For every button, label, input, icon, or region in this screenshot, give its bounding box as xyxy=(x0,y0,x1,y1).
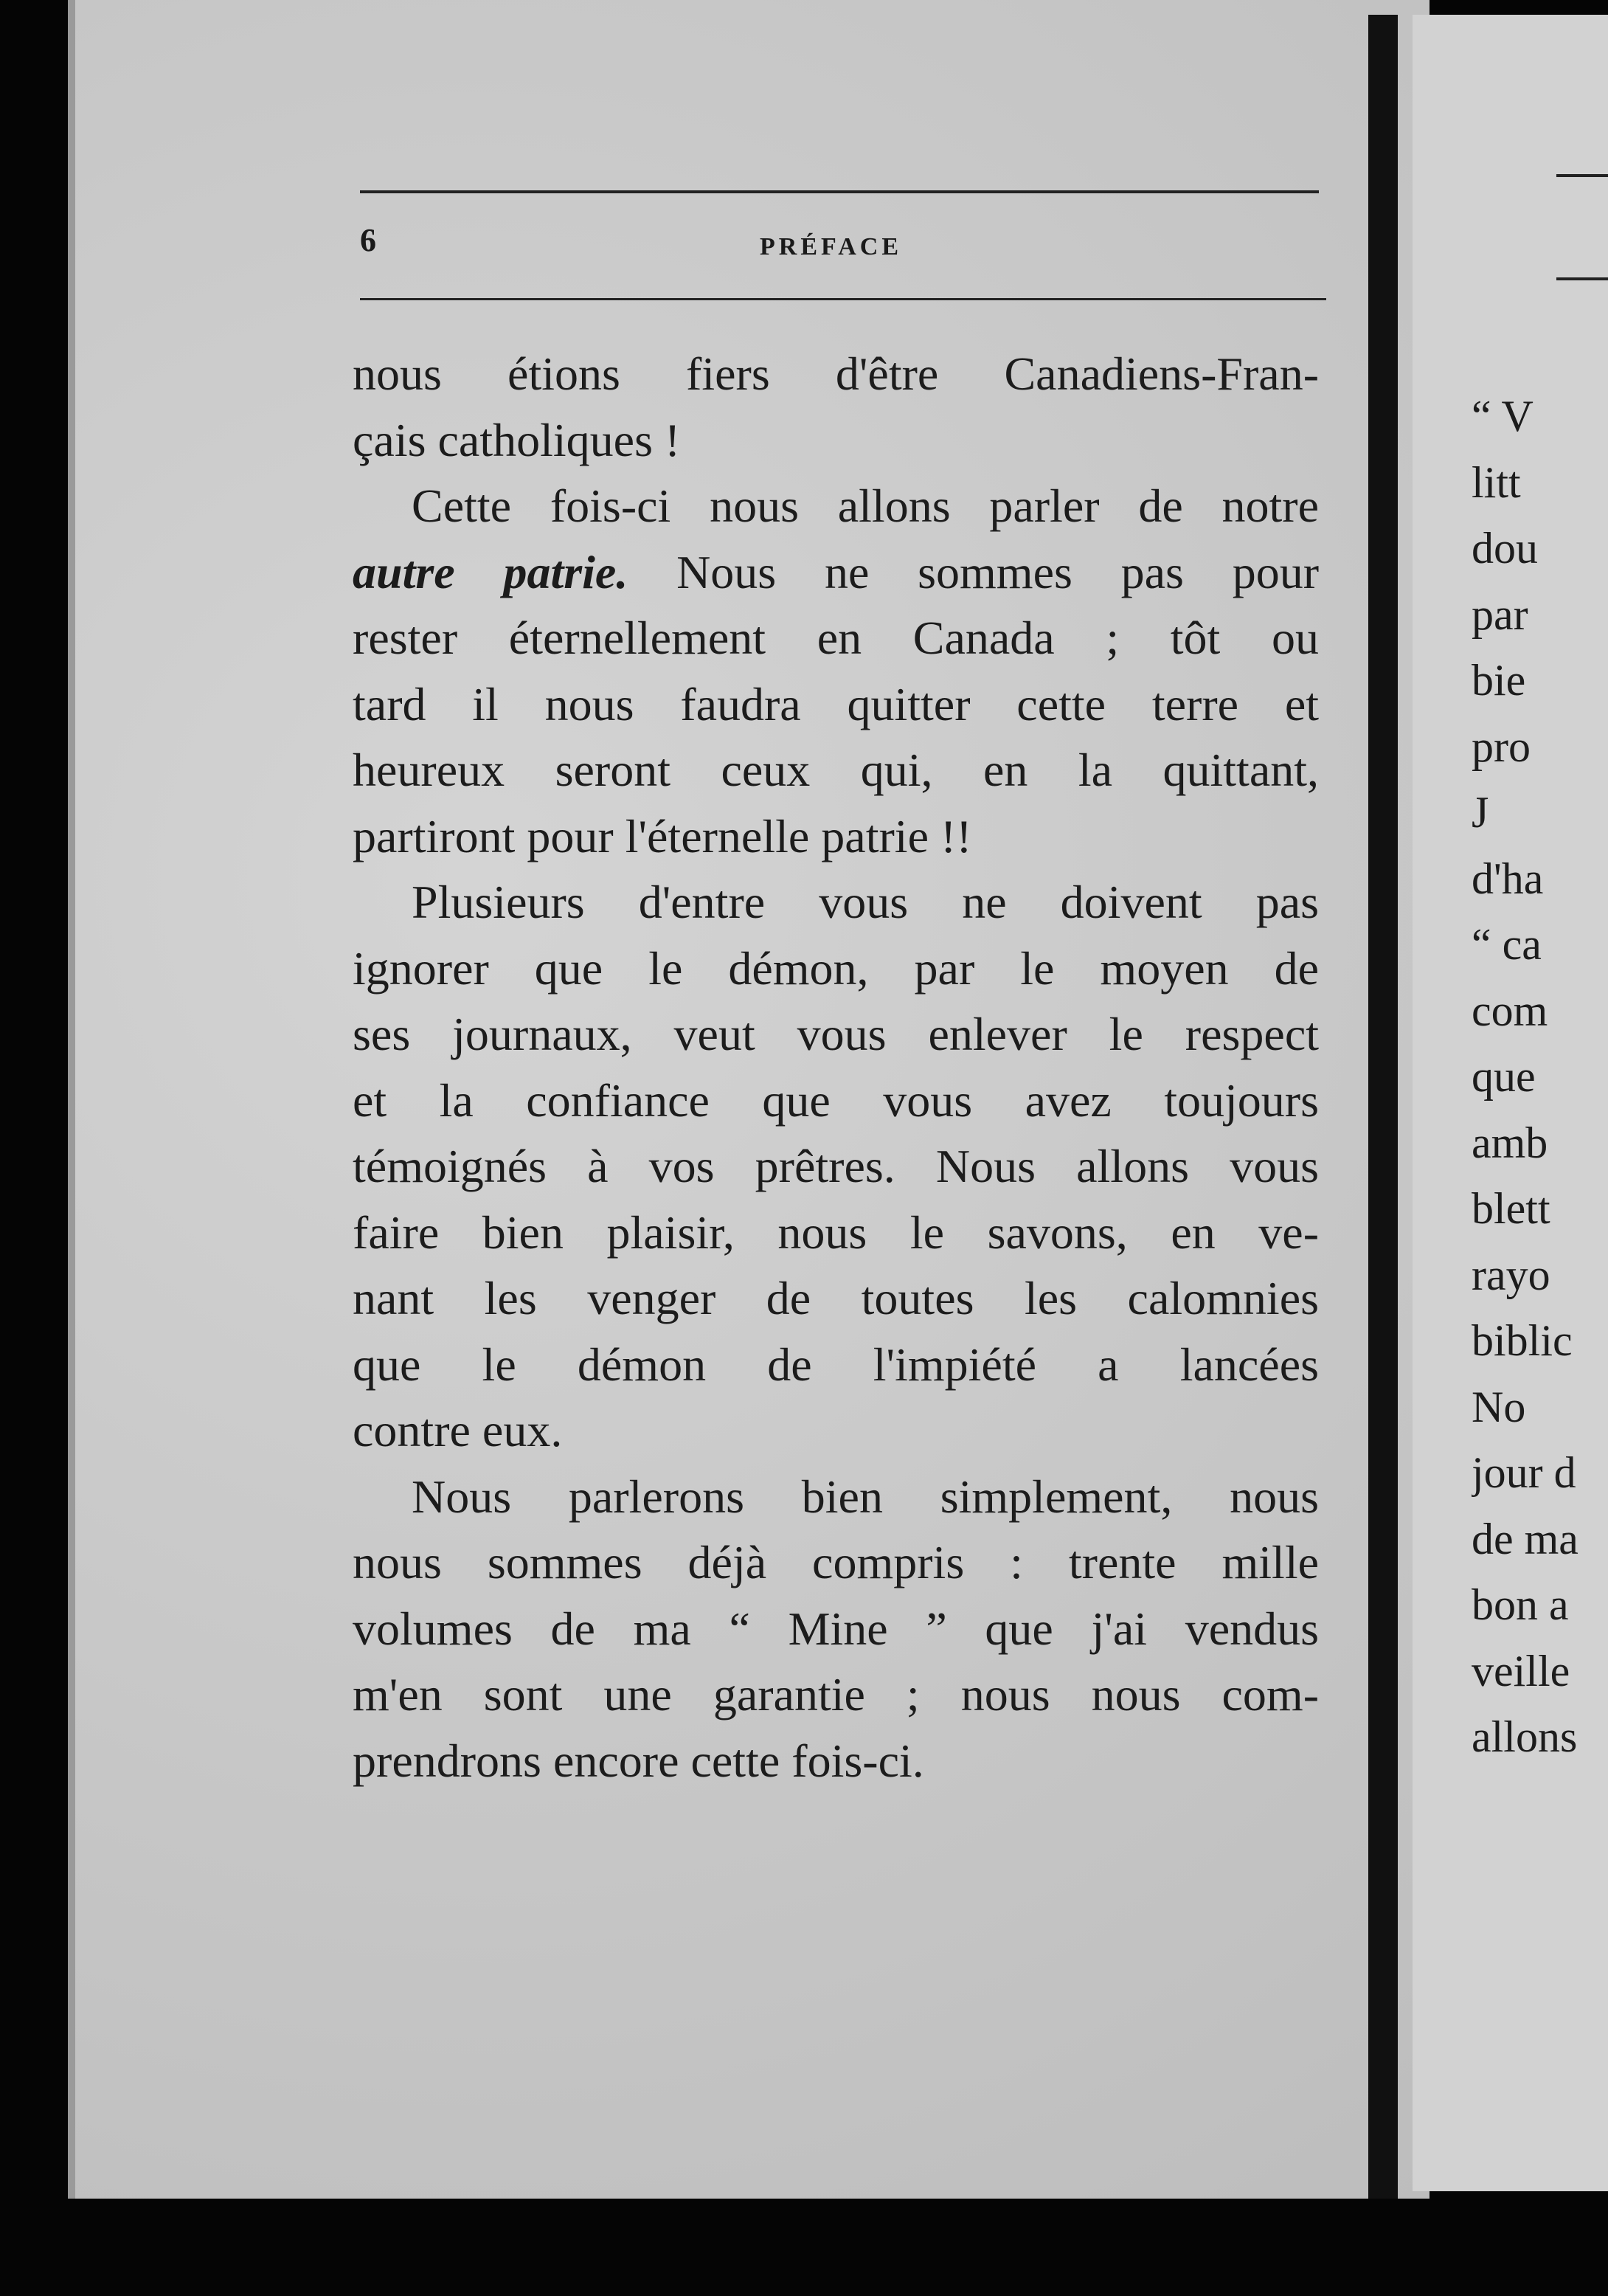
facing-header-rule-bottom xyxy=(1556,277,1608,280)
text-line: nous sommes déjà compris : trente mille xyxy=(353,1536,1319,1588)
text-line: nant les venger de toutes les calomnies xyxy=(353,1272,1319,1324)
text-line: volumes de ma “ Mine ” que j'ai vendus xyxy=(353,1602,1319,1655)
text-line: ses journaux, veut vous enlever le respect xyxy=(353,1008,1319,1060)
facing-header-rule-top xyxy=(1556,174,1608,177)
text-line: Plusieurs d'entre vous ne doivent pas xyxy=(412,876,1319,928)
text-line xyxy=(353,539,1319,606)
text-line: et la confiance que vous avez toujours xyxy=(353,1073,1319,1127)
facing-text-fragment: “ ca xyxy=(1472,920,1542,969)
text-line: contre eux. xyxy=(353,1404,563,1456)
facing-text-fragment: bie xyxy=(1472,656,1526,705)
facing-text-fragment: rayo xyxy=(1472,1250,1550,1299)
page-edge xyxy=(68,0,75,2199)
emphasis-text: autre patrie. xyxy=(353,545,628,598)
body-text xyxy=(353,341,1319,1794)
text-line: çais catholiques ! xyxy=(353,413,681,466)
facing-text-fragment: com xyxy=(1472,986,1548,1035)
facing-text-fragment: par xyxy=(1472,589,1528,639)
text-line-rest: Nous ne sommes pas pour xyxy=(628,545,1319,598)
text-line: nous étions fiers d'être Canadiens-Fran- xyxy=(353,347,1319,400)
header-bottom-rule xyxy=(360,298,1326,300)
text-line: Nous parlerons bien simplement, nous xyxy=(412,1470,1319,1523)
facing-text-fragment: biblic xyxy=(1472,1316,1573,1365)
text-line: faire bien plaisir, nous le savons, en ve- xyxy=(353,1206,1319,1259)
text-line: rester éternellement en Canada ; tôt ou xyxy=(353,612,1319,664)
facing-text-fragment: d'ha xyxy=(1472,854,1544,903)
facing-text-fragment: veille xyxy=(1472,1646,1570,1695)
text-line: m'en sont une garantie ; nous nous com- xyxy=(353,1668,1319,1721)
text-line: que le démon de l'impiété a lancées xyxy=(353,1338,1319,1391)
text-line: partiront pour l'éternelle patrie !! xyxy=(353,809,972,862)
book-gutter xyxy=(1368,15,1398,2199)
facing-text-fragment: que xyxy=(1472,1052,1536,1101)
facing-text-fragment: de ma xyxy=(1472,1514,1578,1563)
page-number: 6 xyxy=(360,222,376,258)
facing-text-fragment: bon a xyxy=(1472,1580,1569,1629)
text-line: ignorer que le démon, par le moyen de xyxy=(353,941,1319,995)
facing-text-fragment: “ V xyxy=(1472,392,1534,440)
facing-text-fragment: J xyxy=(1472,788,1489,837)
facing-text-fragment: allons xyxy=(1472,1712,1578,1761)
running-title: PRÉFACE xyxy=(760,233,903,260)
facing-text-fragment: jour d xyxy=(1472,1448,1576,1497)
facing-text-fragment: dou xyxy=(1472,524,1538,573)
text-line: Cette fois-ci nous allons parler de notre xyxy=(412,480,1319,532)
facing-text-fragment: amb xyxy=(1472,1118,1548,1167)
text-line: témoignés à vos prêtres. Nous allons vous xyxy=(353,1140,1319,1192)
text-line: tard il nous faudra quitter cette terre et xyxy=(353,677,1319,730)
facing-text-fragment: blett xyxy=(1472,1184,1550,1233)
facing-text-fragment: pro xyxy=(1472,722,1531,771)
facing-text-fragment: litt xyxy=(1472,457,1521,507)
header-top-rule xyxy=(360,190,1319,193)
text-line: heureux seront ceux qui, en la quittant, xyxy=(353,744,1319,796)
text-line: prendrons encore cette fois-ci. xyxy=(353,1734,924,1787)
facing-page-text xyxy=(1472,384,1608,1771)
facing-text-fragment: No xyxy=(1472,1382,1526,1431)
